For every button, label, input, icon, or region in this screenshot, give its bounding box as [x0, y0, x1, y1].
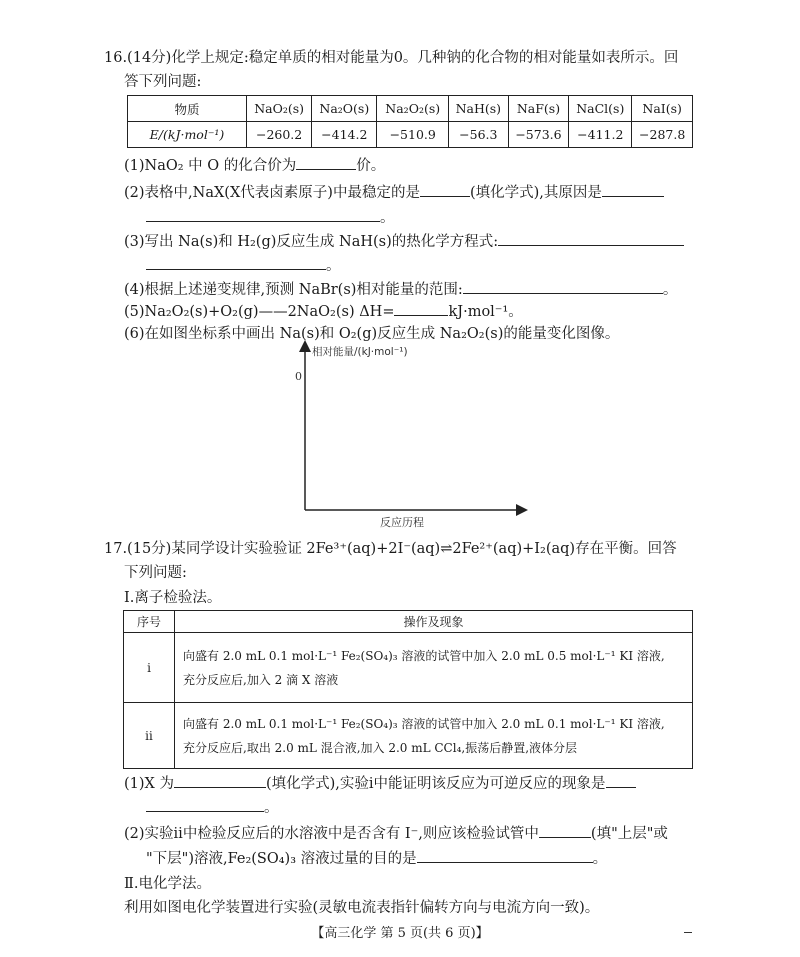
q17-part1-mid: (填化学式),实验ⅰ中能证明该反应为可逆反应的现象是 [265, 776, 606, 792]
operation-line: 充分反应后,加入 2 滴 X 溶液 [183, 672, 339, 687]
q16-energy-table [127, 95, 693, 148]
substance-cell: NaO₂(s) [247, 96, 312, 122]
q16-part3-text: (3)写出 Na(s)和 H₂(g)反应生成 NaH(s)的热化学方程式: [124, 234, 499, 250]
answer-blank[interactable] [146, 255, 326, 270]
q16-part4-end: 。 [662, 282, 678, 298]
answer-blank[interactable] [394, 301, 448, 316]
operation-cell [175, 633, 693, 703]
q17-section1-title: Ⅰ.离子检验法。 [124, 590, 222, 606]
energy-coordinate-graph [290, 340, 530, 530]
page-mark [684, 932, 692, 933]
energy-cell: −573.6 [508, 122, 569, 148]
q16-header-line2: 答下列问题: [124, 74, 202, 90]
answer-blank[interactable] [174, 773, 266, 788]
operation-line: 充分反应后,取出 2.0 mL 混合液,加入 2.0 mL CCl₄,振荡后静置,液体分层 [183, 740, 578, 755]
answer-blank[interactable] [498, 231, 684, 246]
answer-blank[interactable] [146, 797, 264, 812]
answer-blank[interactable] [296, 155, 356, 170]
energy-cell: −414.2 [312, 122, 377, 148]
q16-part5 [124, 300, 523, 321]
q16-part1-text: (1)NaO₂ 中 O 的化合价为 [124, 158, 297, 174]
q16-part3-cont [146, 254, 341, 275]
substance-cell: Na₂O₂(s) [377, 96, 449, 122]
q17-part1-cont [146, 796, 279, 817]
energy-cell: −510.9 [377, 122, 449, 148]
q16-part3 [124, 230, 684, 251]
q17-part1 [124, 772, 636, 793]
row-label-energy: E/(kJ·mol⁻¹) [128, 122, 247, 148]
row-label-substance: 物质 [128, 96, 247, 122]
q17-header-line2: 下列问题: [124, 565, 187, 581]
energy-cell: −260.2 [247, 122, 312, 148]
answer-blank[interactable] [602, 182, 664, 197]
q16-part3-end: 。 [326, 258, 341, 274]
energy-cell: −287.8 [632, 122, 693, 148]
q17-part2 [124, 822, 668, 843]
operation-line: 向盛有 2.0 mL 0.1 mol·L⁻¹ Fe₂(SO₄)₃ 溶液的试管中加入 2.0 mL 0.5 mol·L⁻¹ KI 溶液, [183, 648, 665, 663]
q17-part2-text: (2)实验ⅱ中检验反应后的水溶液中是否含有 I⁻,则应该检验试管中 [124, 826, 539, 842]
substance-cell: Na₂O(s) [312, 96, 377, 122]
q17-part2-cont [146, 847, 607, 868]
operation-cell [175, 703, 693, 769]
column-header-no: 序号 [124, 611, 175, 633]
table-row [124, 611, 693, 633]
q16-part4 [124, 278, 677, 299]
substance-cell: NaH(s) [449, 96, 509, 122]
q17-section2-title: Ⅱ.电化学法。 [124, 876, 211, 892]
answer-blank[interactable] [539, 823, 591, 838]
substance-cell: NaI(s) [632, 96, 693, 122]
q16-part1 [124, 154, 385, 175]
q17-part2-text2: "下层")溶液,Fe₂(SO₄)₃ 溶液过量的目的是 [146, 851, 417, 867]
q17-section2-text: 利用如图电化学装置进行实验(灵敏电流表指针偏转方向与电流方向一致)。 [124, 900, 600, 916]
q16-part2-cont [146, 206, 395, 227]
column-header-operation: 操作及现象 [175, 611, 693, 633]
q16-part2-end: 。 [380, 210, 395, 226]
q16-part6: (6)在如图坐标系中画出 Na(s)和 O₂(g)反应生成 Na₂O₂(s)的能量变化图像。 [124, 326, 620, 342]
q17-experiment-table [123, 610, 693, 769]
answer-blank[interactable] [417, 848, 593, 863]
energy-cell: −56.3 [449, 122, 509, 148]
q16-header-line1: 16.(14分)化学上规定:稳定单质的相对能量为0。几种钠的化合物的相对能量如表所示。回 [104, 50, 679, 66]
answer-blank[interactable] [606, 773, 636, 788]
table-row [124, 633, 693, 703]
row-number: ⅰ [124, 633, 175, 703]
q17-header-line1: 17.(15分)某同学设计实验验证 2Fe³⁺(aq)+2I⁻(aq)⇌2Fe²⁺(aq)+I₂(aq)存在平衡。回答 [104, 541, 677, 557]
answer-blank[interactable] [146, 207, 380, 222]
energy-cell: −411.2 [569, 122, 632, 148]
q17-part2-end: 。 [592, 851, 608, 867]
x-axis-label: 反应历程 [380, 516, 424, 529]
y-axis-label: 相对能量/(kJ·mol⁻¹) [312, 346, 408, 358]
q16-part5-unit: kJ·mol⁻¹。 [448, 304, 523, 320]
q16-part2 [124, 181, 664, 202]
row-number: ⅱ [124, 703, 175, 769]
operation-line: 向盛有 2.0 mL 0.1 mol·L⁻¹ Fe₂(SO₄)₃ 溶液的试管中加入 2.0 mL 0.1 mol·L⁻¹ KI 溶液, [183, 716, 665, 731]
q17-part1-text: (1)X 为 [124, 776, 174, 792]
table-row [124, 703, 693, 769]
q16-part2-mid: (填化学式),其原因是 [469, 185, 602, 201]
zero-label: 0 [295, 370, 302, 383]
substance-cell: NaCl(s) [569, 96, 632, 122]
q17-part2-mid: (填"上层"或 [590, 826, 668, 842]
answer-blank[interactable] [463, 279, 663, 294]
table-row [128, 96, 693, 122]
table-row [128, 122, 693, 148]
q16-part2-text: (2)表格中,NaX(X代表卤素原子)中最稳定的是 [124, 185, 420, 201]
q16-part1-suffix: 价。 [356, 158, 386, 174]
answer-blank[interactable] [420, 182, 470, 197]
q16-part4-text: (4)根据上述递变规律,预测 NaBr(s)相对能量的范围: [124, 282, 463, 298]
substance-cell: NaF(s) [508, 96, 569, 122]
page-footer: 【高三化学 第 5 页(共 6 页)】 [311, 926, 489, 941]
q16-part5-text: (5)Na₂O₂(s)+O₂(g)——2NaO₂(s) ΔH= [124, 304, 395, 320]
q17-part1-end: 。 [264, 800, 279, 816]
